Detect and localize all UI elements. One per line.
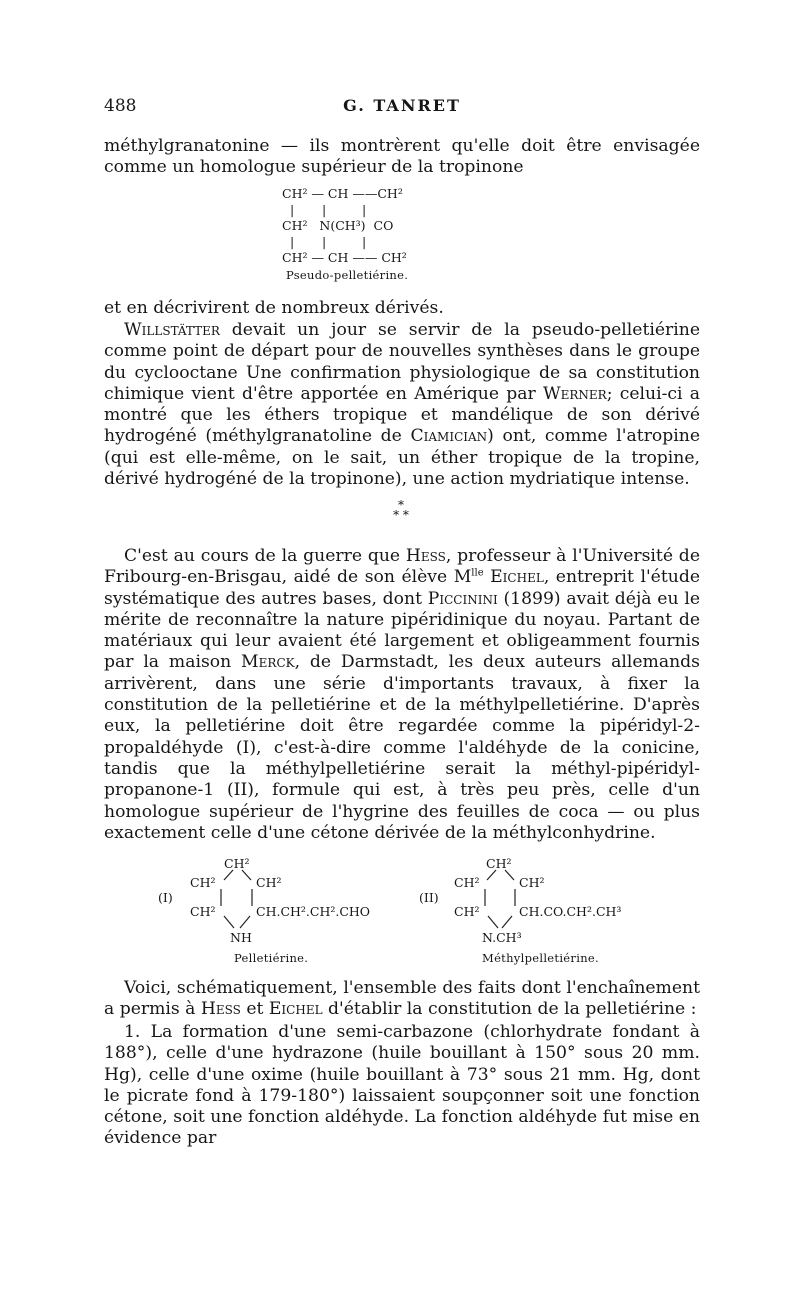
author-ciamician: Ciamician (410, 426, 488, 447)
ring-left-lower-atom: CH² (190, 904, 216, 919)
paragraph-text: d'établir la constitution de la pelletiérine : (322, 999, 697, 1020)
author-eichel: Eichel (490, 567, 544, 588)
methylpelletierine-caption: Méthylpelletiérine. (482, 951, 599, 965)
formula-label-ii: (II) (419, 890, 439, 905)
author-hess: Hess (200, 999, 241, 1020)
pelletierine-caption: Pelletiérine. (234, 951, 309, 965)
paragraph-text: ) ont, comme l'atropine (qui est elle-même, on le sait, un éther tropique de la tropine, dérivé hydrogéné de la tropinone), une action mydriatique intense. (104, 426, 700, 490)
paragraph-derives: et en décrivirent de nombreux dérivés. (104, 298, 444, 318)
author-piccinini: Piccinini (427, 588, 498, 609)
paragraph-schema (104, 978, 700, 1021)
paragraph-point-1: 1. La formation d'une semi-carbazone (chlorhydrate fondant à 188°), celle d'une hydrazone (huile bouillant à 150° sous 20 mm. Hg), celle d'une oxime (huile bouillant à 73° sous 21 mm. Hg, dont le picrate fond à 179-180°) laissaient soupçonner soit une fonction cétone, soit une fonction aldéhyde. La fonction aldéhyde fut mise en évidence par (104, 1022, 700, 1149)
pseudo-pelletierine-caption: Pseudo-pelletiérine. (286, 268, 409, 282)
formula-label-i: (I) (158, 890, 173, 905)
paragraph-intro: méthylgranatonine — ils montrèrent qu'elle doit être envisagée comme un homologue supérieur de la tropinone (104, 136, 700, 178)
paragraph-text: C'est au cours de la guerre que (124, 546, 406, 566)
ring-right-upper-atom: CH² (519, 875, 545, 890)
author-hess: Hess (405, 546, 446, 566)
side-chain: CH.CO.CH².CH³ (519, 904, 622, 919)
paragraph-text: (1899) avait déjà eu le mérite de reconnaître la nature pipéridinique du noyau. Partant de matériaux qui leur avaient été largement et obligeamment fournis par la maison (104, 588, 700, 673)
paragraph-text: ; celui-ci a montré que les éthers tropique et mandélique de son dérivé hydrogéné (méthylgranatoline de (104, 383, 700, 447)
ring-nitrogen: NH (230, 930, 252, 945)
author-eichel: Eichel (268, 999, 323, 1020)
asterism-top: * (398, 498, 404, 512)
paragraph-text: , entreprit l'étude systématique des autres bases, dont (104, 567, 701, 609)
superscript: lle (471, 567, 484, 579)
company-merck: Merck (241, 652, 295, 673)
pseudo-pelletierine-formula: CH² — CH ——CH² | | | CH² N(CH³) CO | | | CH² — CH —— CH² (282, 186, 407, 265)
side-chain: CH.CH².CH².CHO (256, 904, 371, 919)
ring-left-upper-atom: CH² (190, 875, 216, 890)
page-number: 488 (104, 96, 137, 116)
ring-left-lower-atom: CH² (454, 904, 480, 919)
ring-top-atom: CH² (486, 856, 512, 871)
ring-right-upper-atom: CH² (256, 875, 282, 890)
paragraph-text: , de Darmstadt, les deux auteurs allemands arrivèrent, dans une série d'importants travaux, à fixer la constitution de la pelletiérine et de la méthylpelletiérine. D'après eux, la pelletiérine doit être regardée comme la pipéridyl-2-propaldéhyde (I), c'est-à-dire comme l'aldéhyde de la conicine, tandis que la méthylpelletiérine serait la méthyl-pipéridyl-propanone-1 (II), formule qui est, à très peu près, celle d'un homologue supérieur de l'hygrine des feuilles de coca — ou plus exactement celle d'une cétone dérivée de la méthylconhydrine. (104, 652, 700, 843)
ring-top-atom: CH² (224, 856, 250, 871)
asterism-bottom: * * (393, 508, 409, 522)
paragraph-text: devait un jour se servir de la pseudo-pelletiérine comme point de départ pour de nouvelles synthèses dans le groupe du cyclooctane Une confirmation physiologique de sa constitution chimique vient d'être apportée en Amérique par (104, 320, 700, 404)
ring-left-upper-atom: CH² (454, 875, 480, 890)
author-werner: Werner (542, 383, 607, 404)
paragraph-text: et (240, 999, 269, 1020)
author-willstatter: Willstätter (124, 320, 220, 340)
running-title: G. TANRET (343, 96, 461, 115)
paragraph-text: Voici, schématiquement, l'ensemble des faits dont l'enchaînement a permis à (104, 978, 700, 1020)
paragraph-text: , professeur à l'Université de Fribourg-en-Brisgau, aidé de son élève M (104, 546, 700, 588)
ring-nitrogen: N.CH³ (482, 930, 522, 945)
